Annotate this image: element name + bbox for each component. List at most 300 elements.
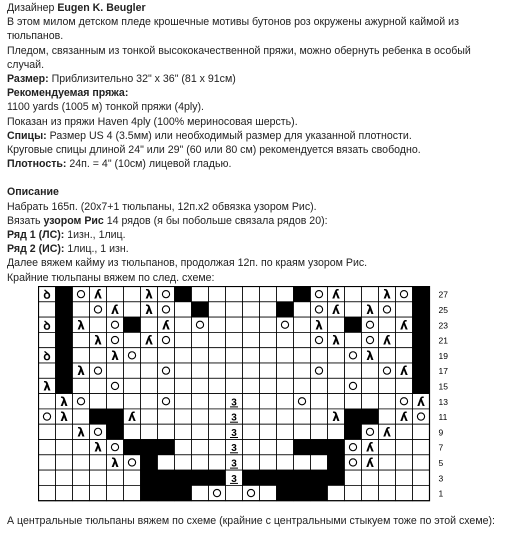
chart-symbol-dec3: 3: [231, 397, 237, 409]
chart-cell: [362, 287, 379, 302]
chart-cell: [277, 348, 294, 363]
chart-cell: [124, 470, 141, 485]
chart-cell: [362, 424, 379, 439]
chart-cell: [73, 455, 90, 470]
chart-cell-black: [362, 409, 379, 424]
chart-cell: [107, 440, 124, 455]
chart-cell-black: [294, 485, 311, 500]
chart-symbol-ssk: ʎ: [400, 318, 408, 333]
chart-cell: [345, 363, 362, 378]
chart-cell: [277, 394, 294, 409]
chart-cell-black: [413, 348, 430, 363]
cast-on-line: Набрать 165п. (20x7+1 тюльпаны, 12п.x2 обвязка узором Рис).: [7, 200, 317, 213]
chart-cell: [124, 485, 141, 500]
chart-cell: [362, 485, 379, 500]
chart-cell: [243, 287, 260, 302]
chart-cell: [277, 409, 294, 424]
chart-symbol-ssk: ʎ: [383, 333, 391, 348]
chart-cell: [345, 287, 362, 302]
chart-cell: [328, 348, 345, 363]
chart-cell: [73, 394, 90, 409]
chart-symbol-k2tog: λ: [383, 287, 391, 302]
chart-cell-black: [260, 470, 277, 485]
chart-cell: [413, 485, 430, 500]
chart-cell: [192, 317, 209, 332]
chart-cell: [294, 317, 311, 332]
chart-cell: [396, 348, 413, 363]
chart-cell: [243, 394, 260, 409]
chart-cell: [345, 485, 362, 500]
chart-cell-black: [107, 409, 124, 424]
pattern-line: Вязать узором Рис 14 рядов (я бы побольше связала рядов 20):: [7, 214, 328, 227]
chart-cell: [56, 440, 73, 455]
chart-cell: [345, 378, 362, 393]
chart-cell: [328, 378, 345, 393]
chart-cell: [311, 378, 328, 393]
chart-cell: [158, 394, 175, 409]
chart-cell: [260, 363, 277, 378]
chart-cell: [124, 287, 141, 302]
chart-cell: [413, 470, 430, 485]
chart-cell: [243, 455, 260, 470]
chart-cell: [362, 332, 379, 347]
chart-cell-black: [311, 485, 328, 500]
chart-cell-black: [56, 332, 73, 347]
chart-cell: [362, 378, 379, 393]
chart-cell: [192, 440, 209, 455]
chart-cell: [141, 394, 158, 409]
chart-symbol-ssk: ʎ: [383, 425, 391, 440]
chart-cell: [243, 424, 260, 439]
chart-cell: [226, 332, 243, 347]
chart-cell: [243, 409, 260, 424]
chart-cell: [311, 409, 328, 424]
needles-line-2: Круговые спицы длиной 24" или 29" (60 или 80 см) рекомендуется вязать свободно.: [7, 144, 421, 157]
chart-cell: [243, 348, 260, 363]
chart-cell: [209, 378, 226, 393]
chart-cell: [294, 455, 311, 470]
chart-cell: [90, 424, 107, 439]
chart-symbol-k2tog: λ: [94, 440, 102, 455]
chart-cell: [260, 485, 277, 500]
chart-cell-black: [277, 485, 294, 500]
chart-cell: [39, 455, 56, 470]
chart-cell: [277, 363, 294, 378]
chart-cell: [396, 424, 413, 439]
chart-row-label: 25: [438, 304, 448, 315]
chart-symbol-ssk: ʎ: [111, 302, 119, 317]
chart-cell: [345, 302, 362, 317]
chart-cell: [192, 378, 209, 393]
chart-cell: [158, 348, 175, 363]
chart-cell: [260, 394, 277, 409]
chart-symbol-purl: ꝺ: [43, 287, 51, 302]
chart-symbol-dec3: 3: [231, 443, 237, 455]
needles-line: Спицы: Размер US 4 (3.5мм) или необходимый размер для указанной плотности.: [7, 129, 412, 142]
chart-cell-black: [209, 470, 226, 485]
chart-cell: [192, 409, 209, 424]
chart-cell: [73, 302, 90, 317]
chart-symbol-k2tog: λ: [366, 348, 374, 363]
chart-symbol-ssk: ʎ: [400, 410, 408, 425]
chart-cell: [277, 440, 294, 455]
chart-cell: [141, 317, 158, 332]
chart-cell: [124, 455, 141, 470]
chart-cell: [413, 409, 430, 424]
chart-cell: [107, 287, 124, 302]
chart-symbol-k2tog: λ: [94, 333, 102, 348]
chart-cell: [39, 485, 56, 500]
chart-cell: [328, 363, 345, 378]
chart-cell-black: [294, 287, 311, 302]
chart-cell: [158, 302, 175, 317]
row1-line: Ряд 1 (ЛС): 1изн., 1лиц.: [7, 229, 126, 242]
chart-cell: [90, 302, 107, 317]
chart-cell: [379, 455, 396, 470]
chart-cell: [209, 363, 226, 378]
chart-cell-black: [277, 470, 294, 485]
chart-cell: [90, 455, 107, 470]
chart-cell: [192, 348, 209, 363]
chart-cell: [328, 485, 345, 500]
chart-cell-black: [345, 317, 362, 332]
chart-cell: [158, 363, 175, 378]
chart-cell: [294, 332, 311, 347]
chart-cell-black: [243, 470, 260, 485]
chart-grid: [38, 286, 508, 502]
chart-cell: [260, 302, 277, 317]
chart-cell: [90, 485, 107, 500]
chart-cell: [277, 455, 294, 470]
chart-cell: [175, 363, 192, 378]
chart-cell: [124, 424, 141, 439]
chart-cell: [107, 470, 124, 485]
size-line: Размер: Приблизительно 32" x 36" (81 x 91см): [7, 73, 236, 86]
chart-row-label: 11: [438, 412, 448, 423]
chart-symbol-dec3: 3: [231, 427, 237, 439]
chart-cell: [56, 424, 73, 439]
chart-row-label: 13: [438, 396, 448, 407]
chart-cell: [362, 363, 379, 378]
chart-cell: [124, 378, 141, 393]
chart-cell: [413, 424, 430, 439]
chart-cell: [260, 348, 277, 363]
chart-cell: [260, 332, 277, 347]
chart-cell-black: [124, 440, 141, 455]
chart-cell-black: [311, 440, 328, 455]
chart-cell: [175, 332, 192, 347]
chart-cell: [345, 440, 362, 455]
intro-paragraph-1: В этом милом детском пледе крошечные мотивы бутонов роз окружены ажурной каймой из тюльпанов.: [7, 16, 459, 43]
bottom-text: А центральные тюльпаны вяжем по схеме (крайние с центральными стыкуем тоже по этой схеме):: [7, 515, 495, 527]
chart-cell: [294, 302, 311, 317]
chart-cell: [90, 348, 107, 363]
chart-cell: [39, 302, 56, 317]
chart-symbol-k2tog: λ: [111, 348, 119, 363]
chart-cell: [73, 378, 90, 393]
chart-cell: [345, 332, 362, 347]
chart-cell: [362, 394, 379, 409]
chart-cell: [73, 440, 90, 455]
chart-cell: [260, 455, 277, 470]
chart-cell: [56, 470, 73, 485]
chart-cell: [158, 409, 175, 424]
chart-symbol-k2tog: λ: [77, 425, 85, 440]
chart-cell-black: [56, 302, 73, 317]
chart-cell: [226, 363, 243, 378]
chart-symbol-ssk: ʎ: [94, 287, 102, 302]
chart-cell: [328, 424, 345, 439]
chart-cell: [379, 394, 396, 409]
chart-cell: [277, 317, 294, 332]
chart-cell: [73, 409, 90, 424]
chart-cell-black: [413, 332, 430, 347]
chart-cell: [124, 363, 141, 378]
chart-cell: [226, 317, 243, 332]
chart-cell-black: [158, 485, 175, 500]
chart-cell-black: [328, 440, 345, 455]
chart-cell-black: [141, 470, 158, 485]
chart-symbol-k2tog: λ: [60, 394, 68, 409]
chart-cell: [175, 302, 192, 317]
chart-cell: [277, 378, 294, 393]
chart-cell: [158, 455, 175, 470]
chart-cell: [90, 470, 107, 485]
chart-cell: [226, 485, 243, 500]
chart-cell: [413, 440, 430, 455]
chart-cell: [379, 378, 396, 393]
chart-cell: [345, 455, 362, 470]
chart-cell-black: [345, 409, 362, 424]
yarn-line-2: Показан из пряжи Haven 4ply (100% мериносовая шерсть).: [7, 115, 298, 128]
chart-cell: [294, 409, 311, 424]
chart-cell: [294, 394, 311, 409]
chart-cell: [260, 287, 277, 302]
chart-cell: [39, 363, 56, 378]
chart-cell-black: [56, 378, 73, 393]
chart-cell: [260, 378, 277, 393]
border-line: Далее вяжем кайму из тюльпанов, продолжая 12п. по краям узором Рис.: [7, 257, 368, 270]
chart-cell: [226, 378, 243, 393]
chart-row-label: 23: [438, 320, 448, 331]
chart-cell: [209, 485, 226, 500]
chart-cell: [277, 287, 294, 302]
yarn-heading: Рекомендуемая пряжа:: [7, 87, 129, 100]
chart-symbol-dec3: 3: [231, 412, 237, 424]
chart-symbol-k2tog: λ: [315, 318, 323, 333]
chart-cell: [243, 317, 260, 332]
chart-cell: [328, 317, 345, 332]
chart-symbol-ssk: ʎ: [417, 394, 425, 409]
chart-symbol-k2tog: λ: [111, 455, 119, 470]
chart-cell: [260, 409, 277, 424]
knitting-chart: [38, 286, 508, 504]
chart-cell: [56, 455, 73, 470]
chart-cell: [141, 363, 158, 378]
chart-cell: [294, 348, 311, 363]
chart-cell-black: [328, 455, 345, 470]
chart-cell: [311, 455, 328, 470]
chart-cell: [73, 485, 90, 500]
chart-row-label: 5: [438, 457, 444, 468]
chart-cell-black: [192, 302, 209, 317]
chart-cell: [379, 409, 396, 424]
chart-cell-black: [192, 470, 209, 485]
chart-cell: [107, 363, 124, 378]
chart-cell-black: [175, 485, 192, 500]
chart-cell: [413, 455, 430, 470]
chart-cell: [124, 302, 141, 317]
chart-cell: [379, 302, 396, 317]
chart-cell: [90, 378, 107, 393]
chart-cell: [311, 348, 328, 363]
chart-cell: [141, 378, 158, 393]
chart-cell: [107, 317, 124, 332]
chart-symbol-k2tog: λ: [332, 410, 340, 425]
chart-cell: [243, 378, 260, 393]
chart-row-label: 21: [438, 335, 448, 346]
chart-symbol-k2tog: λ: [43, 379, 51, 394]
chart-cell: [90, 317, 107, 332]
chart-cell: [396, 485, 413, 500]
chart-row-label: 9: [438, 427, 444, 438]
chart-cell: [345, 394, 362, 409]
chart-cell-black: [294, 440, 311, 455]
chart-cell: [260, 424, 277, 439]
chart-cell: [311, 363, 328, 378]
chart-cell: [243, 332, 260, 347]
chart-cell: [362, 470, 379, 485]
chart-cell-black: [277, 302, 294, 317]
chart-cell: [396, 302, 413, 317]
chart-symbol-k2tog: λ: [60, 410, 68, 425]
designer-name: Eugen K. Beugler: [57, 2, 146, 14]
chart-cell: [209, 287, 226, 302]
chart-cell: [158, 378, 175, 393]
chart-cell: [328, 394, 345, 409]
chart-cell: [192, 424, 209, 439]
chart-cell: [345, 348, 362, 363]
chart-cell: [39, 409, 56, 424]
chart-cell: [141, 348, 158, 363]
chart-cell: [311, 302, 328, 317]
chart-cell: [243, 363, 260, 378]
chart-cell: [294, 424, 311, 439]
chart-cell-black: [413, 378, 430, 393]
chart-cell-black: [56, 287, 73, 302]
chart-cell: [311, 287, 328, 302]
chart-symbol-purl: ꝺ: [43, 348, 51, 363]
chart-row-label: 7: [438, 442, 444, 453]
designer-line: Дизайнер Eugen K. Beugler: [7, 2, 146, 14]
chart-cell-black: [294, 470, 311, 485]
chart-cell: [294, 363, 311, 378]
chart-cell: [243, 302, 260, 317]
chart-cell: [396, 470, 413, 485]
chart-cell: [192, 363, 209, 378]
chart-cell: [39, 470, 56, 485]
chart-symbol-ssk: ʎ: [332, 287, 340, 302]
chart-symbol-ssk: ʎ: [366, 440, 374, 455]
chart-cell: [192, 394, 209, 409]
chart-cell: [396, 394, 413, 409]
chart-cell: [226, 348, 243, 363]
chart-cell: [243, 485, 260, 500]
chart-row-label: 3: [438, 473, 444, 484]
chart-symbol-k2tog: λ: [145, 302, 153, 317]
chart-cell: [277, 332, 294, 347]
chart-symbol-dec3: 3: [231, 473, 237, 485]
chart-cell-black: [107, 424, 124, 439]
chart-cell: [396, 287, 413, 302]
chart-row-label: 27: [438, 289, 448, 300]
chart-cell: [90, 394, 107, 409]
gauge-line: Плотность: 24п. = 4" (10см) лицевой гладью.: [7, 158, 232, 171]
chart-cell-black: [413, 287, 430, 302]
chart-cell-black: [175, 287, 192, 302]
chart-cell: [107, 378, 124, 393]
chart-cell: [209, 394, 226, 409]
chart-cell-black: [141, 455, 158, 470]
chart-cell: [209, 440, 226, 455]
chart-cell: [124, 332, 141, 347]
chart-cell: [379, 485, 396, 500]
chart-cell: [311, 394, 328, 409]
chart-symbol-k2tog: λ: [77, 318, 85, 333]
chart-cell: [277, 424, 294, 439]
chart-cell: [192, 287, 209, 302]
chart-cell-black: [56, 363, 73, 378]
chart-cell: [175, 317, 192, 332]
chart-cell: [158, 287, 175, 302]
chart-symbol-k2tog: λ: [332, 333, 340, 348]
chart-cell: [73, 332, 90, 347]
chart-cell: [175, 440, 192, 455]
chart-cell: [124, 394, 141, 409]
chart-cell: [107, 485, 124, 500]
chart-cell: [379, 440, 396, 455]
yarn-line-1: 1100 yards (1005 м) тонкой пряжи (4ply).: [7, 101, 204, 114]
chart-cell-black: [124, 317, 141, 332]
chart-cell: [56, 485, 73, 500]
chart-intro-line: Крайние тюльпаны вяжем по след. схеме:: [7, 271, 215, 284]
chart-cell: [141, 409, 158, 424]
chart-cell-black: [56, 348, 73, 363]
chart-cell-black: [413, 302, 430, 317]
chart-cell: [209, 317, 226, 332]
chart-cell: [73, 287, 90, 302]
chart-cell: [311, 332, 328, 347]
chart-cell: [175, 378, 192, 393]
chart-row-label: 15: [438, 381, 448, 392]
chart-cell: [90, 363, 107, 378]
chart-cell: [158, 332, 175, 347]
chart-cell: [396, 378, 413, 393]
chart-symbol-purl: ꝺ: [43, 318, 51, 333]
chart-cell: [39, 394, 56, 409]
chart-cell-black: [90, 409, 107, 424]
chart-cell: [192, 485, 209, 500]
chart-cell-black: [328, 470, 345, 485]
chart-cell: [39, 440, 56, 455]
chart-cell: [379, 317, 396, 332]
chart-cell: [124, 348, 141, 363]
chart-symbol-ssk: ʎ: [162, 318, 170, 333]
chart-cell: [209, 332, 226, 347]
chart-cell: [396, 455, 413, 470]
chart-cell: [209, 302, 226, 317]
chart-cell: [379, 363, 396, 378]
